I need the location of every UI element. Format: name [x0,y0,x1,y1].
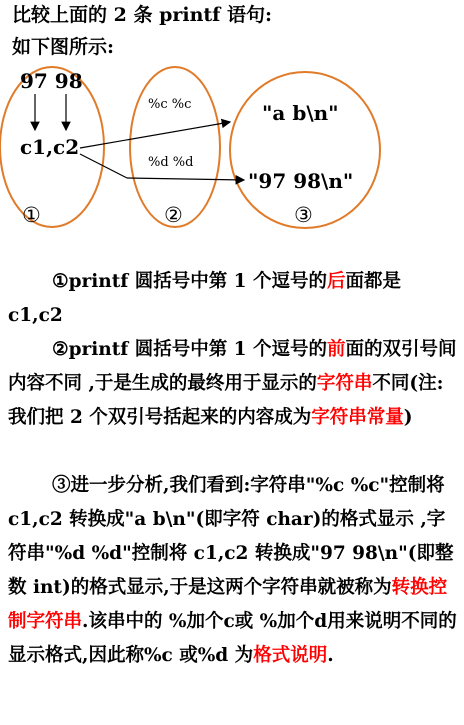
p2-highlight-string-constant: 字符串常量 [311,407,404,428]
p2-text-e: 不同(注:我们把 2 个双引号括起来的内容成为 [8,373,444,428]
p1-text-c: 面都是 c1,c2 [8,271,401,326]
p3-highlight-conversion-string: 转换控制字符串 [8,577,448,632]
format-diagram [0,62,464,232]
p2-highlight-string: 字符串 [316,373,373,394]
p2-highlight-qian: 前 [326,339,346,360]
p3-text-c: .该串中的 %加个c或 %加个d用来说明不同的显示格式,因此称%c 或%d 为 [8,611,457,666]
out-char-label: "a b\n" [262,101,339,125]
p2-text-c: 面的双引号间内容不同 ,于是生成的最终用于显示的 [8,339,457,394]
fmt-d-label: %d %d [148,155,194,170]
p3-text-a: ③进一步分析,我们看到:字符串"%c %c"控制将 c1,c2 转换成"a b\n"(即字符 char)的格式显示 ,字符串"%d %d"控制将 c1,c2 转换成"97 98\n"(即整数 int)的格式显示,于是这两个字符串就被称为 [8,475,454,598]
p3-text-e: . [327,645,334,666]
vars-label: c1,c2 [20,135,80,159]
marker-3: ③ [294,203,313,227]
heading-line-1: 比较上面的 2 条 printf 语句: [12,4,272,26]
paragraph-1 [8,265,460,333]
heading-line-2: 如下图所示: [12,36,115,58]
marker-2: ② [164,203,183,227]
p2-text-g: ) [403,407,413,428]
marker-1: ① [22,203,41,227]
p3-highlight-format-spec: 格式说明 [253,645,328,666]
fmt-c-label: %c %c [148,97,192,112]
out-int-label: "97 98\n" [248,169,354,193]
paragraph-2 [8,333,460,435]
p1-text-a: ①printf 圆括号中第 1 个逗号的 [52,271,327,292]
p1-highlight: 后 [326,271,346,292]
arrow-to-int-output [127,178,244,180]
p2-text-a: ②printf 圆括号中第 1 个逗号的 [52,339,327,360]
paragraph-3 [8,469,460,673]
nums-label: 97 98 [20,69,83,93]
